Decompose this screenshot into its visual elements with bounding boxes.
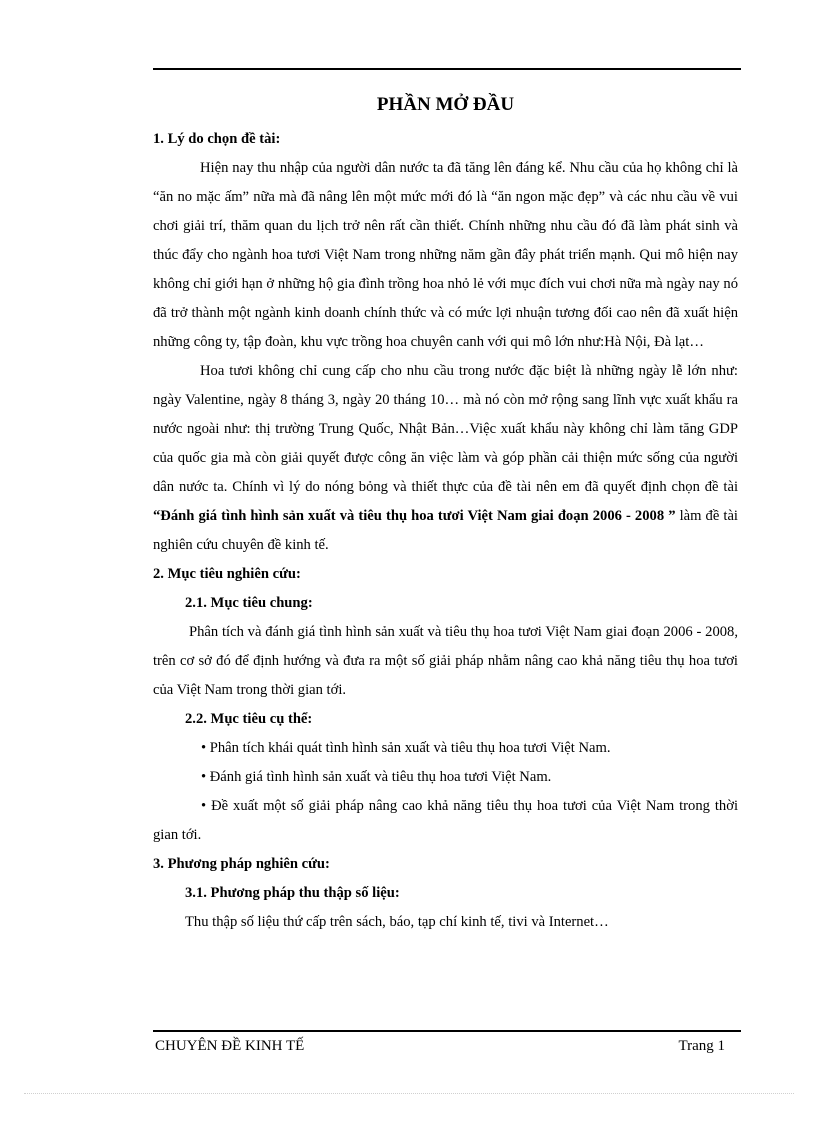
bullet-icon: • [201,740,207,756]
paragraph-2-text-c: làm đề tài nghiên cứu chuyên đề kinh tế. [153,508,738,553]
bullet-text: Đề xuất một số giải pháp nâng cao khả năng tiêu thụ hoa tươi của Việt Nam trong thời gian tới. [153,798,738,843]
page-title: PHẦN MỞ ĐẦU [376,94,515,115]
page-bottom-divider [24,1093,794,1094]
section-2-1-heading: 2.1. Mục tiêu chung: [185,595,313,611]
bullet-text: Đánh giá tình hình sản xuất và tiêu thụ hoa tươi Việt Nam. [209,769,552,785]
section-1-heading: 1. Lý do chọn đề tài: [153,131,281,147]
section-2-1-text: Phân tích và đánh giá tình hình sản xuất và tiêu thụ hoa tươi Việt Nam giai đoạn 2006 - 2008, trên cơ sở đó để định hướng và đưa ra một số giải pháp nhằm nâng cao khả năng tiêu thụ hoa tươi của Việt Nam trong thời gian tới. [153,624,738,698]
section-2-2-heading: 2.2. Mục tiêu cụ thể: [185,711,313,727]
bullet-item [153,734,738,763]
footer-title: CHUYÊN ĐỀ KINH TẾ [155,1038,305,1054]
section-1-paragraph-2 [153,357,738,560]
footer-rule [153,1030,741,1032]
bullet-text: Phân tích khái quát tình hình sản xuất và tiêu thụ hoa tươi Việt Nam. [209,740,611,756]
page-number: Trang 1 [678,1038,725,1054]
section-3-heading: 3. Phương pháp nghiên cứu: [153,856,330,872]
bullet-icon: • [201,798,207,814]
bullet-item [153,763,738,792]
section-3-1-heading: 3.1. Phương pháp thu thập số liệu: [185,885,400,901]
header-rule [153,68,741,70]
bullet-item [153,792,738,850]
paragraph-2-text-a: Hoa tươi không chỉ cung cấp cho nhu cầu trong nước đặc biệt là những ngày lễ lớn như: ngày Valentine, ngày 8 tháng 3, ngày 20 tháng 10… mà nó còn mở rộng sang lĩnh vực xuất khẩu ra nước ngoài như: thị trường Trung Quốc, Nhật Bản…Việc xuất khẩu này không chỉ làm tăng GDP của quốc gia mà còn giải quyết được công ăn việc làm và góp phần cải thiện mức sống của người dân nước ta. Chính vì lý do nóng bỏng và thiết thực của đề tài nên em đã quyết định chọn đề tài [153,363,738,495]
topic-title: “Đánh giá tình hình sản xuất và tiêu thụ hoa tươi Việt Nam giai đoạn 2006 - 2008 ” [153,508,676,524]
page-content [153,90,738,937]
section-3-1-text: Thu thập số liệu thứ cấp trên sách, báo, tạp chí kinh tế, tivi và Internet… [185,914,609,930]
section-1-paragraph-1: Hiện nay thu nhập của người dân nước ta đã tăng lên đáng kể. Nhu cầu của họ không chỉ là “ăn no mặc ấm” nữa mà đã nâng lên một mức mới đó là “ăn ngon mặc đẹp” và các nhu cầu về vui chơi giải trí, thăm quan du lịch trở nên rất cần thiết. Chính những nhu cầu đó đã làm phát sinh và thúc đẩy cho ngành hoa tươi Việt Nam trong những năm gần đây phát triển mạnh. Qui mô hiện nay không chỉ giới hạn ở những hộ gia đình trồng hoa nhỏ lẻ với mục đích vui chơi nữa mà ngày nay nó đã trở thành một ngành kinh doanh chính thức và có mức lợi nhuận tương đối cao nên đã xuất hiện những công ty, tập đoàn, khu vực trồng hoa chuyên canh với qui mô lớn như:Hà Nội, Đà lạt… [153,160,738,350]
bullet-icon: • [201,769,207,785]
section-2-heading: 2. Mục tiêu nghiên cứu: [153,566,301,582]
